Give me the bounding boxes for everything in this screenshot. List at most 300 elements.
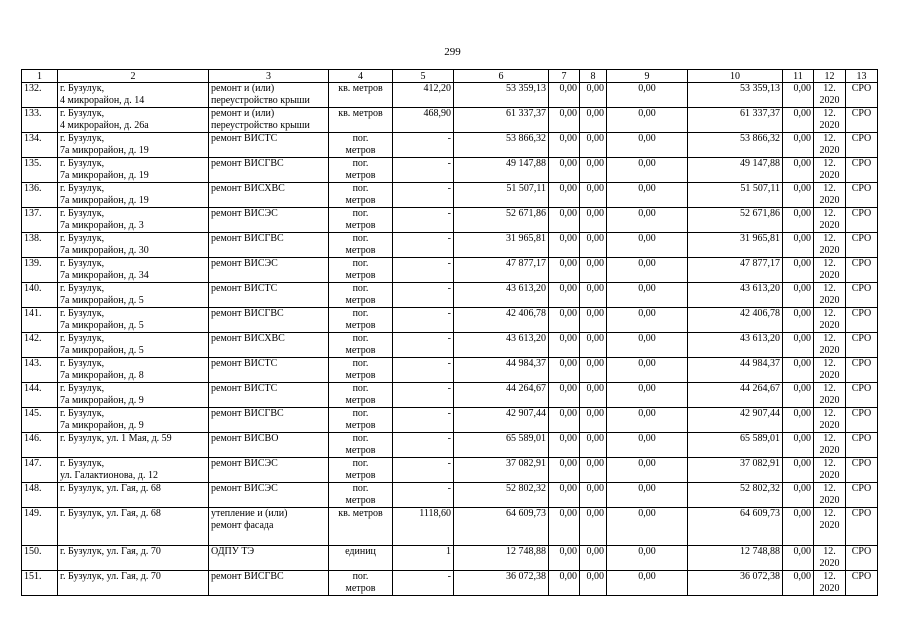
work-type-cell bbox=[209, 408, 329, 433]
work-type-line: ремонт ВИСГВС bbox=[211, 233, 284, 244]
year-value: 2020 bbox=[819, 370, 840, 381]
total-cost-cell bbox=[454, 158, 549, 183]
col8-cell bbox=[580, 408, 607, 433]
date-cell bbox=[814, 383, 846, 408]
row-number-cell bbox=[22, 308, 58, 333]
total-cost-cell bbox=[454, 483, 549, 508]
col7-cell bbox=[549, 571, 580, 596]
unit-line: метров bbox=[345, 395, 376, 406]
quantity-cell bbox=[393, 133, 454, 158]
row-number-cell bbox=[22, 508, 58, 546]
col9-value: 0,00 bbox=[638, 546, 656, 557]
col8-cell bbox=[580, 233, 607, 258]
year-value: 2020 bbox=[819, 195, 840, 206]
col11-value: 0,00 bbox=[793, 383, 811, 394]
unit-line: метров bbox=[345, 295, 376, 306]
month-value: 12. bbox=[823, 408, 836, 419]
table-row bbox=[22, 358, 878, 383]
quantity-cell bbox=[393, 333, 454, 358]
work-type-cell bbox=[209, 483, 329, 508]
quantity-cell bbox=[393, 258, 454, 283]
row-number-cell bbox=[22, 333, 58, 358]
col11-cell bbox=[783, 208, 814, 233]
quantity-value: - bbox=[447, 133, 451, 144]
address-line: г. Бузулук, bbox=[60, 333, 105, 344]
col8-value: 0,00 bbox=[586, 333, 604, 344]
col10-value: 64 609,73 bbox=[740, 508, 780, 519]
header-row bbox=[22, 70, 878, 83]
col10-value: 44 984,37 bbox=[740, 358, 780, 369]
row-number-cell bbox=[22, 183, 58, 208]
unit-line: кв. метров bbox=[338, 83, 383, 94]
address-line: 7а микрорайон, д. 5 bbox=[60, 320, 144, 331]
address-cell bbox=[58, 183, 209, 208]
quantity-value: - bbox=[447, 158, 451, 169]
quantity-cell bbox=[393, 483, 454, 508]
col8-cell bbox=[580, 358, 607, 383]
col9-cell bbox=[607, 483, 688, 508]
col11-cell bbox=[783, 233, 814, 258]
col10-cell bbox=[688, 83, 783, 108]
row-number-cell bbox=[22, 358, 58, 383]
quantity-cell bbox=[393, 183, 454, 208]
method-value: СРО bbox=[851, 183, 872, 194]
work-type-cell bbox=[209, 358, 329, 383]
col8-value: 0,00 bbox=[586, 83, 604, 94]
col10-cell bbox=[688, 383, 783, 408]
work-type-cell bbox=[209, 508, 329, 546]
date-cell bbox=[814, 483, 846, 508]
col7-cell bbox=[549, 408, 580, 433]
col9-value: 0,00 bbox=[638, 383, 656, 394]
table-row bbox=[22, 283, 878, 308]
total-cost-cell bbox=[454, 208, 549, 233]
address-cell bbox=[58, 108, 209, 133]
row-number-cell bbox=[22, 483, 58, 508]
address-line: г. Бузулук, bbox=[60, 358, 105, 369]
method-cell bbox=[846, 258, 878, 283]
method-value: СРО bbox=[851, 571, 872, 582]
col8-value: 0,00 bbox=[586, 483, 604, 494]
table-row bbox=[22, 433, 878, 458]
row-number: 137. bbox=[24, 208, 42, 219]
address-cell bbox=[58, 283, 209, 308]
col10-cell bbox=[688, 433, 783, 458]
total-cost-cell bbox=[454, 258, 549, 283]
method-cell bbox=[846, 308, 878, 333]
method-cell bbox=[846, 383, 878, 408]
unit-line: метров bbox=[345, 445, 376, 456]
address-line: г. Бузулук, ул. Гая, д. 70 bbox=[60, 546, 161, 557]
col11-value: 0,00 bbox=[793, 258, 811, 269]
work-type-line: ремонт ВИСГВС bbox=[211, 158, 284, 169]
unit-line: пог. bbox=[352, 483, 369, 494]
col7-cell bbox=[549, 546, 580, 571]
date-cell bbox=[814, 508, 846, 546]
address-cell bbox=[58, 133, 209, 158]
method-cell bbox=[846, 108, 878, 133]
work-type-line: ремонт ВИСХВС bbox=[211, 333, 285, 344]
table-row bbox=[22, 308, 878, 333]
column-header: 13 bbox=[846, 70, 878, 83]
work-type-cell bbox=[209, 233, 329, 258]
total-cost-value: 12 748,88 bbox=[506, 546, 546, 557]
month-value: 12. bbox=[823, 208, 836, 219]
work-type-cell bbox=[209, 133, 329, 158]
col9-value: 0,00 bbox=[638, 83, 656, 94]
quantity-value: - bbox=[447, 333, 451, 344]
work-type-line: ремонт ВИСТС bbox=[211, 283, 278, 294]
col7-value: 0,00 bbox=[559, 508, 577, 519]
col11-value: 0,00 bbox=[793, 508, 811, 519]
col9-cell bbox=[607, 571, 688, 596]
row-number: 136. bbox=[24, 183, 42, 194]
method-cell bbox=[846, 508, 878, 546]
col9-value: 0,00 bbox=[638, 433, 656, 444]
address-line: г. Бузулук, ул. Гая, д. 68 bbox=[60, 508, 161, 519]
total-cost-value: 53 359,13 bbox=[506, 83, 546, 94]
col7-cell bbox=[549, 458, 580, 483]
address-line: г. Бузулук, bbox=[60, 258, 105, 269]
row-number-cell bbox=[22, 433, 58, 458]
col7-cell bbox=[549, 208, 580, 233]
row-number: 150. bbox=[24, 546, 42, 557]
col8-cell bbox=[580, 183, 607, 208]
method-value: СРО bbox=[851, 208, 872, 219]
unit-line: метров bbox=[345, 470, 376, 481]
unit-cell bbox=[329, 183, 393, 208]
col8-cell bbox=[580, 208, 607, 233]
col8-value: 0,00 bbox=[586, 108, 604, 119]
method-cell bbox=[846, 158, 878, 183]
address-line: 7а микрорайон, д. 19 bbox=[60, 170, 149, 181]
unit-line: метров bbox=[345, 495, 376, 506]
col11-value: 0,00 bbox=[793, 458, 811, 469]
row-number: 143. bbox=[24, 358, 42, 369]
col10-value: 49 147,88 bbox=[740, 158, 780, 169]
quantity-value: 468,90 bbox=[423, 108, 451, 119]
col10-value: 42 907,44 bbox=[740, 408, 780, 419]
col11-cell bbox=[783, 133, 814, 158]
col7-value: 0,00 bbox=[559, 183, 577, 194]
table-row bbox=[22, 208, 878, 233]
address-line: 7а микрорайон, д. 30 bbox=[60, 245, 149, 256]
row-number: 135. bbox=[24, 158, 42, 169]
col10-value: 43 613,20 bbox=[740, 333, 780, 344]
method-value: СРО bbox=[851, 308, 872, 319]
row-number-cell bbox=[22, 408, 58, 433]
col9-value: 0,00 bbox=[638, 283, 656, 294]
address-line: 7а микрорайон, д. 8 bbox=[60, 370, 144, 381]
col8-value: 0,00 bbox=[586, 408, 604, 419]
work-type-line: ремонт ВИСЭС bbox=[211, 208, 278, 219]
row-number: 141. bbox=[24, 308, 42, 319]
col11-value: 0,00 bbox=[793, 483, 811, 494]
table-row bbox=[22, 158, 878, 183]
date-cell bbox=[814, 183, 846, 208]
unit-cell bbox=[329, 408, 393, 433]
address-line: г. Бузулук, bbox=[60, 458, 105, 469]
col9-cell bbox=[607, 83, 688, 108]
col9-value: 0,00 bbox=[638, 233, 656, 244]
method-cell bbox=[846, 483, 878, 508]
work-type-cell bbox=[209, 258, 329, 283]
total-cost-value: 52 671,86 bbox=[506, 208, 546, 219]
method-cell bbox=[846, 183, 878, 208]
unit-line: метров bbox=[345, 370, 376, 381]
table-row bbox=[22, 183, 878, 208]
col7-cell bbox=[549, 258, 580, 283]
col8-value: 0,00 bbox=[586, 258, 604, 269]
unit-cell bbox=[329, 83, 393, 108]
year-value: 2020 bbox=[819, 245, 840, 256]
unit-line: пог. bbox=[352, 133, 369, 144]
col10-value: 43 613,20 bbox=[740, 283, 780, 294]
unit-line: пог. bbox=[352, 158, 369, 169]
address-line: 7а микрорайон, д. 19 bbox=[60, 195, 149, 206]
col7-value: 0,00 bbox=[559, 571, 577, 582]
col9-cell bbox=[607, 433, 688, 458]
year-value: 2020 bbox=[819, 145, 840, 156]
col10-cell bbox=[688, 333, 783, 358]
address-cell bbox=[58, 258, 209, 283]
col7-value: 0,00 bbox=[559, 358, 577, 369]
address-line: г. Бузулук, bbox=[60, 133, 105, 144]
col8-value: 0,00 bbox=[586, 233, 604, 244]
col9-value: 0,00 bbox=[638, 458, 656, 469]
work-type-line: ремонт ВИСЭС bbox=[211, 458, 278, 469]
month-value: 12. bbox=[823, 508, 836, 519]
work-type-cell bbox=[209, 208, 329, 233]
method-cell bbox=[846, 571, 878, 596]
unit-cell bbox=[329, 383, 393, 408]
col11-cell bbox=[783, 458, 814, 483]
col9-cell bbox=[607, 458, 688, 483]
col9-value: 0,00 bbox=[638, 158, 656, 169]
table-row bbox=[22, 233, 878, 258]
total-cost-value: 37 082,91 bbox=[506, 458, 546, 469]
col11-value: 0,00 bbox=[793, 133, 811, 144]
col10-value: 65 589,01 bbox=[740, 433, 780, 444]
table-body bbox=[22, 70, 878, 596]
col8-cell bbox=[580, 258, 607, 283]
col9-cell bbox=[607, 283, 688, 308]
quantity-value: - bbox=[447, 183, 451, 194]
work-type-line: ремонт ВИСГВС bbox=[211, 408, 284, 419]
total-cost-value: 51 507,11 bbox=[506, 183, 546, 194]
col11-cell bbox=[783, 283, 814, 308]
date-cell bbox=[814, 433, 846, 458]
col11-value: 0,00 bbox=[793, 283, 811, 294]
col10-cell bbox=[688, 408, 783, 433]
method-value: СРО bbox=[851, 133, 872, 144]
col8-cell bbox=[580, 546, 607, 571]
col7-cell bbox=[549, 108, 580, 133]
total-cost-cell bbox=[454, 383, 549, 408]
col8-value: 0,00 bbox=[586, 208, 604, 219]
method-cell bbox=[846, 333, 878, 358]
quantity-cell bbox=[393, 358, 454, 383]
year-value: 2020 bbox=[819, 445, 840, 456]
col7-value: 0,00 bbox=[559, 83, 577, 94]
table-row bbox=[22, 133, 878, 158]
address-line: 4 микрорайон, д. 26а bbox=[60, 120, 149, 131]
work-type-cell bbox=[209, 83, 329, 108]
month-value: 12. bbox=[823, 433, 836, 444]
total-cost-cell bbox=[454, 108, 549, 133]
method-value: СРО bbox=[851, 383, 872, 394]
col7-value: 0,00 bbox=[559, 383, 577, 394]
table-row bbox=[22, 333, 878, 358]
column-header: 7 bbox=[549, 70, 580, 83]
col10-cell bbox=[688, 158, 783, 183]
col7-value: 0,00 bbox=[559, 458, 577, 469]
method-cell bbox=[846, 408, 878, 433]
col8-value: 0,00 bbox=[586, 358, 604, 369]
col11-cell bbox=[783, 158, 814, 183]
unit-line: пог. bbox=[352, 571, 369, 582]
table-row bbox=[22, 258, 878, 283]
total-cost-cell bbox=[454, 308, 549, 333]
work-type-cell bbox=[209, 183, 329, 208]
col7-cell bbox=[549, 183, 580, 208]
row-number: 132. bbox=[24, 83, 42, 94]
table-row bbox=[22, 458, 878, 483]
address-line: 7а микрорайон, д. 3 bbox=[60, 220, 144, 231]
col9-cell bbox=[607, 183, 688, 208]
address-cell bbox=[58, 546, 209, 571]
method-value: СРО bbox=[851, 333, 872, 344]
col11-cell bbox=[783, 571, 814, 596]
col10-cell bbox=[688, 233, 783, 258]
col9-cell bbox=[607, 108, 688, 133]
address-line: 7а микрорайон, д. 5 bbox=[60, 295, 144, 306]
total-cost-cell bbox=[454, 358, 549, 383]
work-type-line: ОДПУ ТЭ bbox=[211, 546, 255, 557]
col8-cell bbox=[580, 333, 607, 358]
work-type-line: переустройство крыши bbox=[211, 120, 310, 131]
address-cell bbox=[58, 233, 209, 258]
method-value: СРО bbox=[851, 283, 872, 294]
col10-value: 47 877,17 bbox=[740, 258, 780, 269]
month-value: 12. bbox=[823, 383, 836, 394]
year-value: 2020 bbox=[819, 295, 840, 306]
col7-cell bbox=[549, 508, 580, 546]
table-row bbox=[22, 508, 878, 546]
year-value: 2020 bbox=[819, 583, 840, 594]
col9-value: 0,00 bbox=[638, 508, 656, 519]
table-row bbox=[22, 571, 878, 596]
unit-line: пог. bbox=[352, 458, 369, 469]
row-number-cell bbox=[22, 233, 58, 258]
col7-value: 0,00 bbox=[559, 433, 577, 444]
col7-value: 0,00 bbox=[559, 483, 577, 494]
date-cell bbox=[814, 208, 846, 233]
col11-value: 0,00 bbox=[793, 158, 811, 169]
col9-value: 0,00 bbox=[638, 258, 656, 269]
unit-cell bbox=[329, 483, 393, 508]
method-value: СРО bbox=[851, 83, 872, 94]
col11-value: 0,00 bbox=[793, 83, 811, 94]
row-number: 142. bbox=[24, 333, 42, 344]
month-value: 12. bbox=[823, 258, 836, 269]
address-line: 7а микрорайон, д. 9 bbox=[60, 420, 144, 431]
col9-cell bbox=[607, 158, 688, 183]
col9-cell bbox=[607, 408, 688, 433]
unit-cell bbox=[329, 433, 393, 458]
year-value: 2020 bbox=[819, 470, 840, 481]
page-number: 299 bbox=[444, 46, 461, 58]
quantity-value: - bbox=[447, 483, 451, 494]
col8-value: 0,00 bbox=[586, 571, 604, 582]
col9-cell bbox=[607, 308, 688, 333]
col9-cell bbox=[607, 358, 688, 383]
total-cost-cell bbox=[454, 571, 549, 596]
unit-line: пог. bbox=[352, 333, 369, 344]
address-line: г. Бузулук, bbox=[60, 183, 105, 194]
col7-cell bbox=[549, 283, 580, 308]
address-line: ул. Галактионова, д. 12 bbox=[60, 470, 158, 481]
col10-cell bbox=[688, 183, 783, 208]
method-value: СРО bbox=[851, 458, 872, 469]
col9-cell bbox=[607, 233, 688, 258]
col7-value: 0,00 bbox=[559, 158, 577, 169]
col11-cell bbox=[783, 483, 814, 508]
col9-value: 0,00 bbox=[638, 308, 656, 319]
row-number-cell bbox=[22, 283, 58, 308]
col9-cell bbox=[607, 133, 688, 158]
col10-cell bbox=[688, 458, 783, 483]
year-value: 2020 bbox=[819, 520, 840, 531]
table-row bbox=[22, 546, 878, 571]
col11-cell bbox=[783, 508, 814, 546]
work-type-line: ремонт и (или) bbox=[211, 83, 275, 94]
quantity-value: - bbox=[447, 208, 451, 219]
row-number: 147. bbox=[24, 458, 42, 469]
total-cost-cell bbox=[454, 333, 549, 358]
work-type-cell bbox=[209, 571, 329, 596]
year-value: 2020 bbox=[819, 220, 840, 231]
year-value: 2020 bbox=[819, 420, 840, 431]
quantity-value: - bbox=[447, 308, 451, 319]
address-line: г. Бузулук, bbox=[60, 408, 105, 419]
col10-cell bbox=[688, 208, 783, 233]
address-line: 7а микрорайон, д. 5 bbox=[60, 345, 144, 356]
address-line: г. Бузулук, ул. Гая, д. 70 bbox=[60, 571, 161, 582]
address-cell bbox=[58, 308, 209, 333]
date-cell bbox=[814, 458, 846, 483]
address-line: г. Бузулук, bbox=[60, 108, 105, 119]
quantity-cell bbox=[393, 108, 454, 133]
col10-cell bbox=[688, 546, 783, 571]
unit-line: метров bbox=[345, 320, 376, 331]
col10-value: 44 264,67 bbox=[740, 383, 780, 394]
col9-value: 0,00 bbox=[638, 571, 656, 582]
col8-cell bbox=[580, 158, 607, 183]
col9-cell bbox=[607, 383, 688, 408]
unit-line: пог. bbox=[352, 383, 369, 394]
col8-cell bbox=[580, 508, 607, 546]
col10-value: 51 507,11 bbox=[740, 183, 780, 194]
total-cost-value: 65 589,01 bbox=[506, 433, 546, 444]
method-value: СРО bbox=[851, 546, 872, 557]
col10-value: 61 337,37 bbox=[740, 108, 780, 119]
col8-value: 0,00 bbox=[586, 133, 604, 144]
unit-line: метров bbox=[345, 145, 376, 156]
work-type-cell bbox=[209, 108, 329, 133]
row-number: 140. bbox=[24, 283, 42, 294]
col8-value: 0,00 bbox=[586, 546, 604, 557]
